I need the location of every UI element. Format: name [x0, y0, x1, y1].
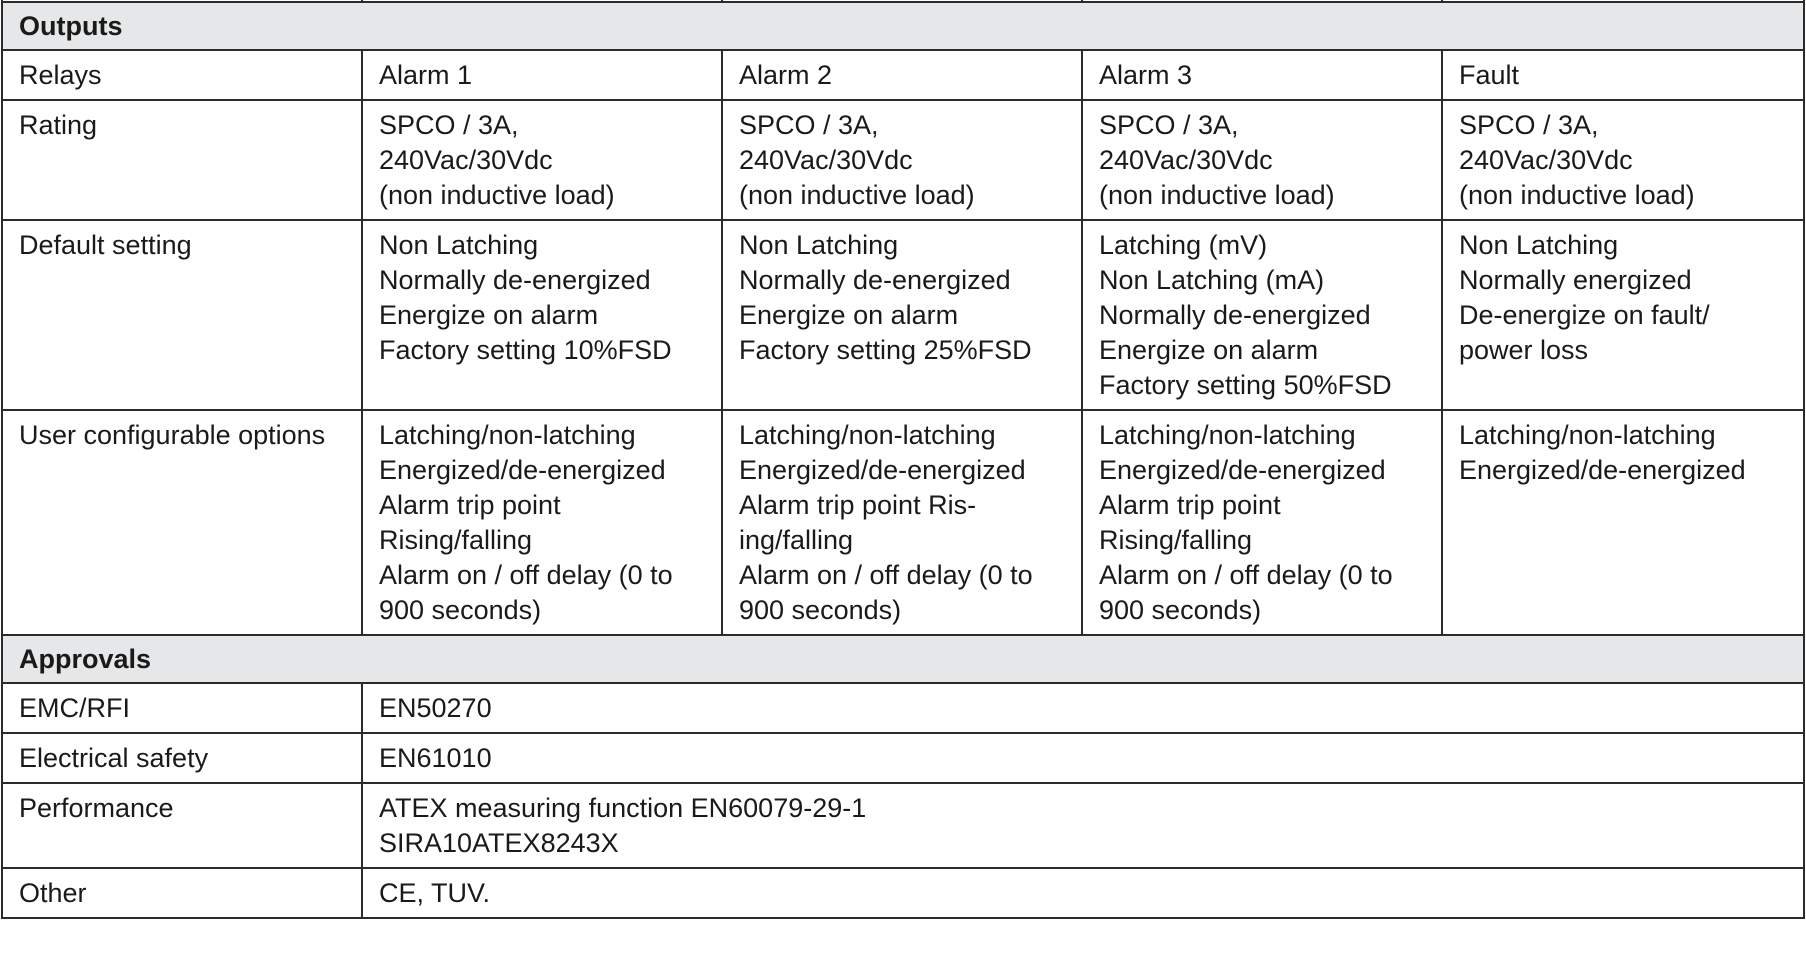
relay-alarm-1: Alarm 1: [362, 50, 722, 100]
options-fault: Latching/non-latching Energized/de-energized: [1442, 410, 1804, 635]
relay-alarm-3: Alarm 3: [1082, 50, 1442, 100]
outputs-heading: Outputs: [2, 2, 1804, 50]
relay-fault: Fault: [1442, 50, 1804, 100]
emc-value: EN50270: [362, 683, 1804, 733]
rating-alarm-3: SPCO / 3A, 240Vac/30Vdc (non inductive load): [1082, 100, 1442, 220]
electrical-safety-value: EN61010: [362, 733, 1804, 783]
outputs-section-header: [2, 2, 1804, 50]
row-label: Relays: [2, 50, 362, 100]
row-label: Performance: [2, 783, 362, 868]
other-value: CE, TUV.: [362, 868, 1804, 918]
relays-row: [2, 50, 1804, 100]
rating-fault: SPCO / 3A, 240Vac/30Vdc (non inductive load): [1442, 100, 1804, 220]
row-label: User configurable options: [2, 410, 362, 635]
default-alarm-3: Latching (mV) Non Latching (mA) Normally de-energized Energize on alarm Factory setting 50%FSD: [1082, 220, 1442, 410]
default-fault: Non Latching Normally energized De-energize on fault/ power loss: [1442, 220, 1804, 410]
other-row: [2, 868, 1804, 918]
row-label: EMC/RFI: [2, 683, 362, 733]
specification-table: [1, 0, 1805, 919]
rating-row: [2, 100, 1804, 220]
electrical-safety-row: [2, 733, 1804, 783]
options-alarm-3: Latching/non-latching Energized/de-energized Alarm trip point Rising/falling Alarm on / off delay (0 to 900 seconds): [1082, 410, 1442, 635]
approvals-heading: Approvals: [2, 635, 1804, 683]
default-alarm-1: Non Latching Normally de-energized Energize on alarm Factory setting 10%FSD: [362, 220, 722, 410]
relay-alarm-2: Alarm 2: [722, 50, 1082, 100]
rating-alarm-1: SPCO / 3A, 240Vac/30Vdc (non inductive load): [362, 100, 722, 220]
emc-row: [2, 683, 1804, 733]
default-alarm-2: Non Latching Normally de-energized Energize on alarm Factory setting 25%FSD: [722, 220, 1082, 410]
options-alarm-2: Latching/non-latching Energized/de-energized Alarm trip point Ris- ing/falling Alarm on / off delay (0 to 900 seconds): [722, 410, 1082, 635]
options-alarm-1: Latching/non-latching Energized/de-energized Alarm trip point Rising/falling Alarm on / off delay (0 to 900 seconds): [362, 410, 722, 635]
row-label: Rating: [2, 100, 362, 220]
approvals-section-header: [2, 635, 1804, 683]
user-options-row: [2, 410, 1804, 635]
row-label: Other: [2, 868, 362, 918]
default-setting-row: [2, 220, 1804, 410]
rating-alarm-2: SPCO / 3A, 240Vac/30Vdc (non inductive load): [722, 100, 1082, 220]
performance-value: ATEX measuring function EN60079-29-1 SIRA10ATEX8243X: [362, 783, 1804, 868]
row-label: Electrical safety: [2, 733, 362, 783]
row-label: Default setting: [2, 220, 362, 410]
performance-row: [2, 783, 1804, 868]
